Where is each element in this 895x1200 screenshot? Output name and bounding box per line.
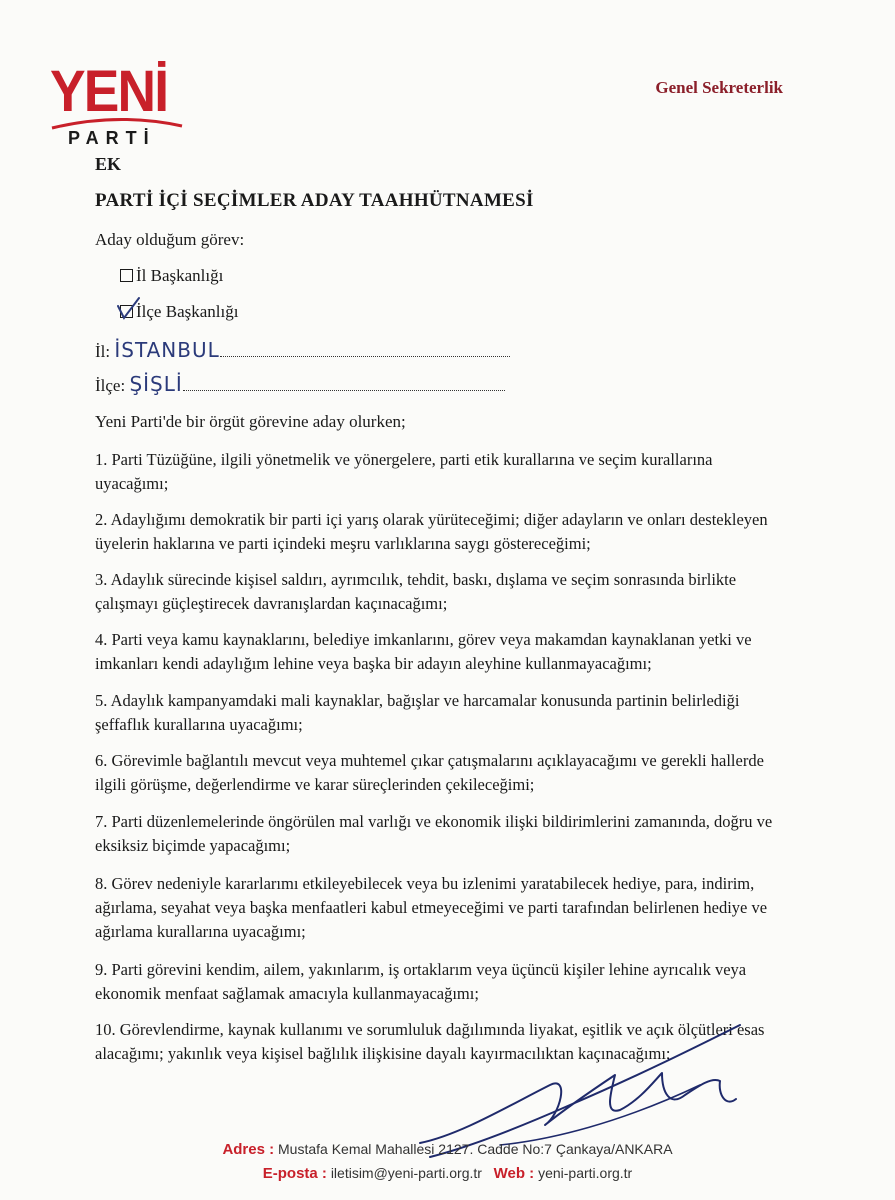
intro-text: Yeni Parti'de bir örgüt görevine aday olurken; <box>95 412 406 431</box>
commitment-item-1: 1. Parti Tüzüğüne, ilgili yönetmelik ve yönergelere, parti etik kurallarına ve seçim kurallarına uyacağımı; <box>95 450 713 493</box>
department-name: Genel Sekreterlik <box>655 78 783 97</box>
il-handwritten-value: İSTANBUL <box>114 338 220 362</box>
option-il-label: İl Başkanlığı <box>136 266 224 285</box>
commitment-item-3: 3. Adaylık sürecinde kişisel saldırı, ayrımcılık, tehdit, baskı, dışlama ve seçim sonrasında birlikte çalışmayı güçleştirecek davranışlardan kaçınacağımı; <box>95 570 737 613</box>
ilce-dotted-line <box>183 378 505 391</box>
appendix-label: EK <box>95 154 122 174</box>
footer-address <box>0 1141 895 1158</box>
commitment-item-5: 5. Adaylık kampanyamdaki mali kaynaklar, bağışlar ve harcamalar konusunda partinin belirlediği şeffaflık kurallarına uyacağımı; <box>95 691 740 734</box>
il-field <box>95 338 510 362</box>
il-checkbox <box>120 269 133 282</box>
logo-subtitle: PARTİ <box>68 128 156 148</box>
handwritten-checkmark-icon <box>117 296 141 322</box>
document-title: PARTİ İÇİ SEÇİMLER ADAY TAAHHÜTNAMESİ <box>95 190 534 211</box>
commitment-item-6: 6. Görevimle bağlantılı mevcut veya muhtemel çıkar çatışmalarını açıklayacağımı ve gerekli hallerde ilgili görüşme, değerlendirme ve karar süreçlerinden çekileceğimi; <box>95 751 764 794</box>
party-logo <box>48 59 188 154</box>
commitment-item-2: 2. Adaylığımı demokratik bir parti içi yarış olarak yürüteceğimi; diğer adayların ve onları destekleyen üyelerin haklarına ve parti içindeki meşru varlıklarına saygı göstereceğimi; <box>95 510 768 553</box>
commitment-item-9: 9. Parti görevini kendim, ailem, yakınlarım, iş ortaklarım veya üçüncü kişiler lehine ayrıcalık veya ekonomik menfaat sağlamak amacıyla kullanmayacağımı; <box>95 960 747 1003</box>
email-text: iletisim@yeni-parti.org.tr <box>330 1165 482 1181</box>
il-dotted-line <box>220 344 510 357</box>
role-prompt: Aday olduğum görev: <box>95 230 245 249</box>
il-label: İl: <box>95 342 111 361</box>
commitment-item-7: 7. Parti düzenlemelerinde öngörülen mal varlığı ve ekonomik ilişki bildirimlerini zamanında, doğru ve eksiksiz biçimde yapacağımı; <box>95 812 773 855</box>
footer-contact <box>0 1165 895 1182</box>
web-label: Web : <box>493 1165 535 1182</box>
option-il-baskanligi <box>120 266 223 286</box>
option-ilce-label: İlçe Başkanlığı <box>136 302 239 321</box>
address-text: Mustafa Kemal Mahallesi 2127. Cadde No:7 Çankaya/ANKARA <box>278 1141 673 1157</box>
web-text: yeni-parti.org.tr <box>538 1165 633 1181</box>
commitment-item-8: 8. Görev nedeniyle kararlarımı etkileyebilecek veya bu izlenimi yaratabilecek hediye, para, indirim, ağırlama, seyahat veya başka menfaatleri kabul etmeyeceğimi ve parti tarafından belirlenen hediye ve ağırlama kurallarına uyacağımı; <box>95 874 768 941</box>
email-label: E-posta : <box>262 1165 327 1182</box>
ilce-handwritten-value: ŞİŞLİ <box>129 372 183 396</box>
commitment-item-4: 4. Parti veya kamu kaynaklarını, belediye imkanlarını, görev veya makamdan kaynaklanan yetki ve imkanları kendi adaylığım lehine veya başka bir adayın aleyhine kullanmayacağımı; <box>95 630 752 673</box>
ilce-field <box>95 372 505 396</box>
ilce-label: İlçe: <box>95 376 126 395</box>
commitment-item-10: 10. Görevlendirme, kaynak kullanımı ve sorumluluk dağılımında liyakat, eşitlik ve açık ölçütleri esas alacağımı; yakınlık veya kişisel bağlılık ilişkisine dayalı kayırmacılıktan kaçınacağımı; <box>95 1020 765 1063</box>
logo-wordmark: YENİ <box>50 59 168 124</box>
address-label: Adres : <box>222 1141 275 1158</box>
